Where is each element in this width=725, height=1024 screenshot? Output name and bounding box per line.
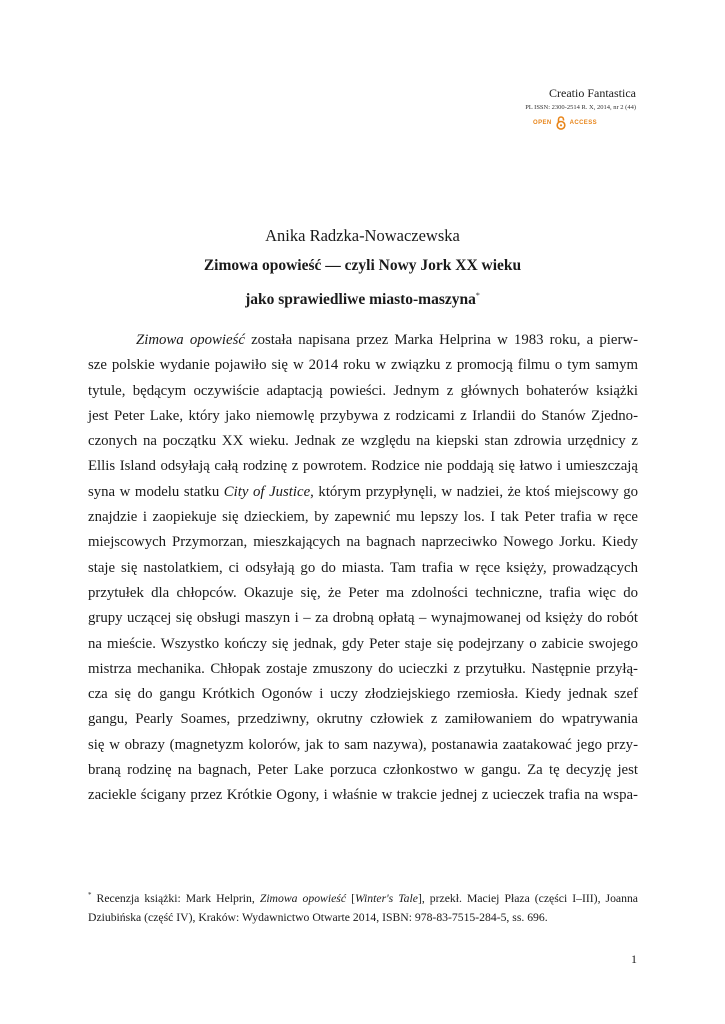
body-line: Ellis Island odsyłają całą rodzinę z powrotem. Rodzice nie poddają się łatwo i umieszczają xyxy=(88,458,638,475)
open-access-right-text: ACCESS xyxy=(569,120,598,126)
footnote-line: Dziubińska (część IV), Kraków: Wydawnictwo Otwarte 2014, ISBN: 978-83-7515-284-5, ss. 696. xyxy=(88,910,548,924)
page-number: 1 xyxy=(631,952,637,966)
body-line: na mieście. Wszystko kończy się jednak, gdy Peter staje się podejrzany o zabicie swojego xyxy=(88,635,638,652)
author-name: Anika Radzka-Nowaczewska xyxy=(265,226,460,245)
body-line: znajdzie i zaopiekuje się dzieckiem, by zapewnić mu lepszy los. I tak Peter trafia w ręce xyxy=(88,509,638,526)
body-line: grupy uczącej się obsługi maszyn i – za drobną opłatą – wynajmowanej od księży do robót xyxy=(88,610,638,627)
article-title-line-2 xyxy=(0,286,725,310)
body-line: czonych na początku XX wieku. Jednak ze względu na kiepski stan zdrowia urzędnicy z xyxy=(88,433,638,450)
body-line: zaciekle ścigany przez Krótkie Ogony, i właśnie w trakcie jednej z ucieczek trafia na wspa- xyxy=(88,787,638,804)
body-line: staje się nastolatkiem, ci odsyłają go do miasta. Tam trafia w ręce księży, prowadzących xyxy=(88,559,638,576)
body-line: mistrza mechanika. Chłopak zostaje zmuszony do ucieczki z przytułku. Następnie przyłą- xyxy=(88,660,638,677)
italic-ship-name: City of Justice xyxy=(223,483,311,500)
italic-title: Zimowa opowieść xyxy=(136,332,245,348)
body-line: się w obrazy (magnetyzm kolorów, jak to sam nazywa), postanawia zaatakować jego przy- xyxy=(88,736,638,753)
body-line: miejscowych Przymorzan, mieszkających na bagnach naprzeciwko Nowego Jorku. Kiedy xyxy=(88,534,638,551)
body-line: cza się do gangu Krótkich Ogonów i uczy złodziejskiego rzemiosła. Kiedy jednak szef xyxy=(88,686,638,703)
body-line: gangu, Pearly Soames, przedziwny, okrutny człowiek z zamiłowaniem do wpatrywania xyxy=(88,711,638,728)
journal-name: Creatio Fantastica xyxy=(549,86,636,100)
journal-issn: PL ISSN: 2300-2514 R. X, 2014, nr 2 (44) xyxy=(525,104,636,111)
body-line: sze polskie wydanie pojawiło się w 2014 roku w związku z promocją filmu o tym samym xyxy=(88,357,638,374)
footnote-marker: * xyxy=(475,291,480,300)
footnote xyxy=(88,886,638,927)
footnote-marker: * xyxy=(88,891,92,899)
open-access-lock-icon xyxy=(556,116,566,130)
body-line: tytule, będącym oczywiście adaptacją powieści. Jednym z głównych bohaterów książki xyxy=(88,382,638,399)
article-body xyxy=(88,328,638,809)
body-line: przytułek dla chłopców. Okazuje się, że Peter ma zdolności techniczne, trafia więc do xyxy=(88,584,638,601)
footnote-line: * Recenzja książki: Mark Helprin, Zimowa opowieść [Winter's Tale], przekł. Maciej Płaza (części I–III), Joanna xyxy=(88,891,638,905)
article-title-line-1: Zimowa opowieść — czyli Nowy Jork XX wieku xyxy=(203,257,522,274)
body-line: Zimowa opowieść została napisana przez Marka Helprina w 1983 roku, a pierw- xyxy=(136,332,638,348)
open-access-logo xyxy=(533,116,597,130)
open-access-left-text: OPEN xyxy=(533,120,552,126)
journal-header xyxy=(525,86,636,112)
body-line: jest Peter Lake, który jako niemowlę przybywa z rodzicami z Irlandii do Stanów Zjedno- xyxy=(88,407,638,424)
title-text: jako sprawiedliwe miasto-maszyna xyxy=(245,291,476,309)
body-line: braną rodzinę na bagnach, Peter Lake porzuca członkostwo w gangu. Za tę decyzję jest xyxy=(88,762,638,779)
body-line: syna w modelu statku City of Justice, którym przypłynęli, w nadziei, że ktoś miejscowy go xyxy=(88,483,638,500)
